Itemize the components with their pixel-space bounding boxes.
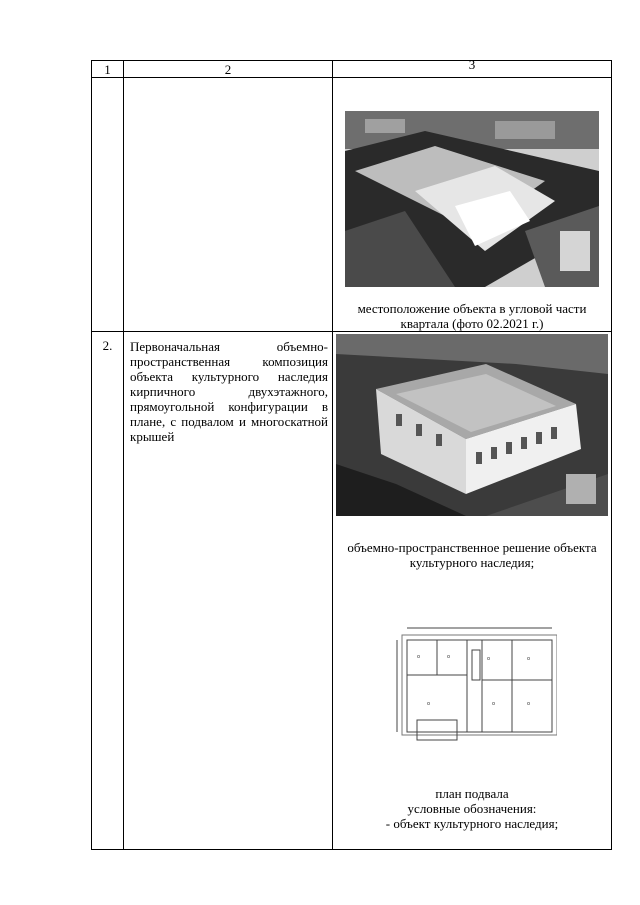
caption-location: местоположение объекта в угловой части квартала (фото 02.2021 г.) — [357, 301, 587, 331]
svg-text:о: о — [527, 701, 531, 707]
table-row — [92, 332, 612, 850]
caption-volume: объемно-пространственное решение объекта культурного наследия; — [347, 540, 597, 570]
svg-text:о: о — [447, 654, 451, 660]
row-number — [92, 78, 124, 332]
row-description — [124, 78, 333, 332]
caption-legend-title: условные обозначения: — [407, 801, 537, 816]
heritage-table — [91, 57, 612, 850]
header-col-1: 1 — [92, 61, 124, 78]
table-row — [92, 78, 612, 332]
row-images — [333, 78, 612, 332]
header-col-2: 2 — [124, 61, 333, 78]
header-col-3: 3 — [333, 61, 612, 78]
caption-basement-plan: план подвала — [435, 786, 509, 801]
svg-text:о: о — [487, 656, 491, 662]
aerial-location-photo — [345, 111, 599, 287]
svg-text:о: о — [492, 701, 496, 707]
svg-text:о: о — [427, 701, 431, 707]
aerial-building-photo — [336, 334, 608, 516]
basement-plan-drawing — [387, 620, 557, 750]
svg-text:о: о — [417, 654, 421, 660]
row-images — [333, 332, 612, 850]
row-number: 2. — [92, 332, 124, 850]
row-description: Первоначальная объемно-пространственная композиция объекта культурного наследия кирпичного двухэтажного, прямоугольной конфигурации в плане, с подвалом и многоскатной крышей — [124, 332, 333, 850]
header-row — [92, 61, 612, 78]
svg-text:о: о — [527, 656, 531, 662]
caption-legend-item: - объект культурного наследия; — [385, 816, 559, 831]
